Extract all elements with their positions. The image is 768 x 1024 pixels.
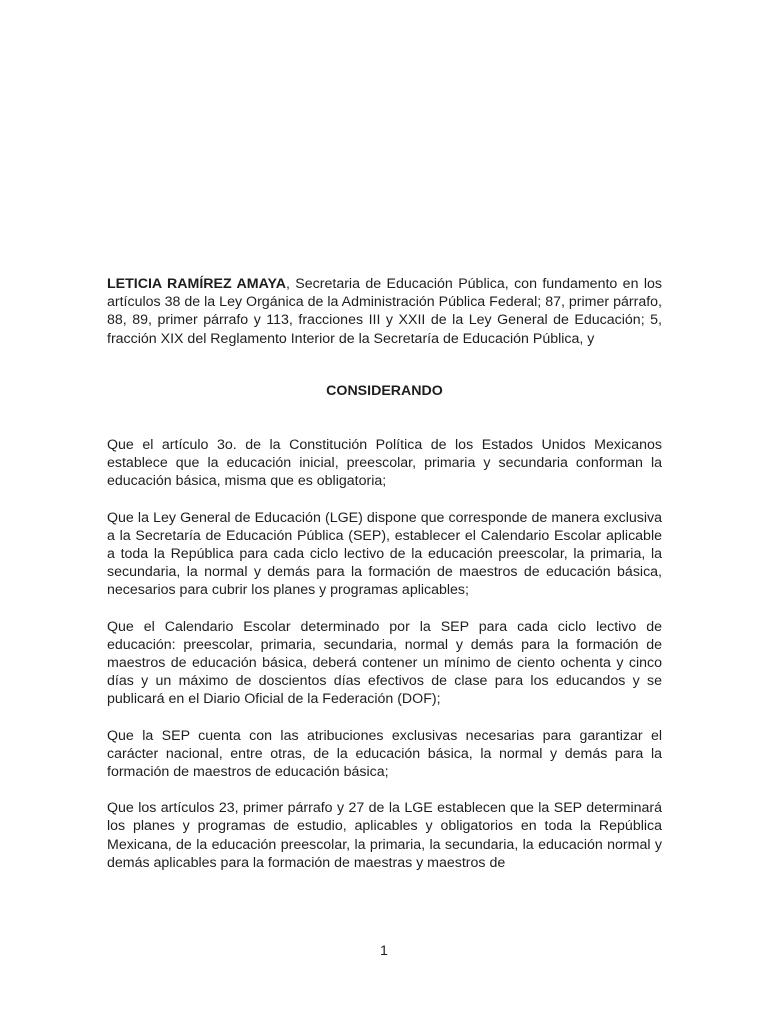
intro-text: , Secretaria de Educación Pública, con fundamento en los artículos 38 de la Ley Orgánica de la Administración Pública Federal; 87, primer párrafo, 88, 89, primer párrafo y 113, fracciones III y XXII de la Ley General de Educación; 5, fracción XIX del Reglamento Interior de la Secretaría de Educación Pública, y <box>107 276 663 347</box>
considerando-paragraph-5: Que los artículos 23, primer párrafo y 27 de la LGE establecen que la SEP determinará los planes y programas de estudio, aplicables y obligatorios en toda la República Mexicana, de la educación preescolar, la primaria, la secundaria, la educación normal y demás aplicables para la formación de maestras y maestros de <box>107 800 662 871</box>
page-number: 1 <box>380 943 388 959</box>
section-heading: CONSIDERANDO <box>326 382 443 399</box>
considerando-paragraph-4: Que la SEP cuenta con las atribuciones exclusivas necesarias para garantizar el carácter nacional, entre otras, de la educación básica, la normal y demás para la formación de maestros de educación básica; <box>107 727 662 781</box>
considerando-paragraph-2: Que la Ley General de Educación (LGE) dispone que corresponde de manera exclusiva a la Secretaría de Educación Pública (SEP), establecer el Calendario Escolar aplicable a toda la República para cada ciclo lectivo de la educación preescolar, la primaria, la secundaria, la normal y demás para la formación de maestros de educación básica, necesarios para cubrir los planes y programas aplicables; <box>107 509 662 599</box>
document-body <box>107 275 662 872</box>
intro-paragraph <box>107 275 662 348</box>
considerando-paragraph-3: Que el Calendario Escolar determinado por la SEP para cada ciclo lectivo de educación: preescolar, primaria, secundaria, normal y demás para la formación de maestros de educación básica, deberá contener un mínimo de ciento ochenta y cinco días y un máximo de doscientos días efectivos de clase para los educandos y se publicará en el Diario Oficial de la Federación (DOF); <box>107 618 662 708</box>
signatory-name: LETICIA RAMÍREZ AMAYA <box>107 276 286 292</box>
considerando-paragraph-1: Que el artículo 3o. de la Constitución Política de los Estados Unidos Mexicanos establece que la educación inicial, preescolar, primaria y secundaria conforman la educación básica, misma que es obligatoria; <box>107 437 662 490</box>
